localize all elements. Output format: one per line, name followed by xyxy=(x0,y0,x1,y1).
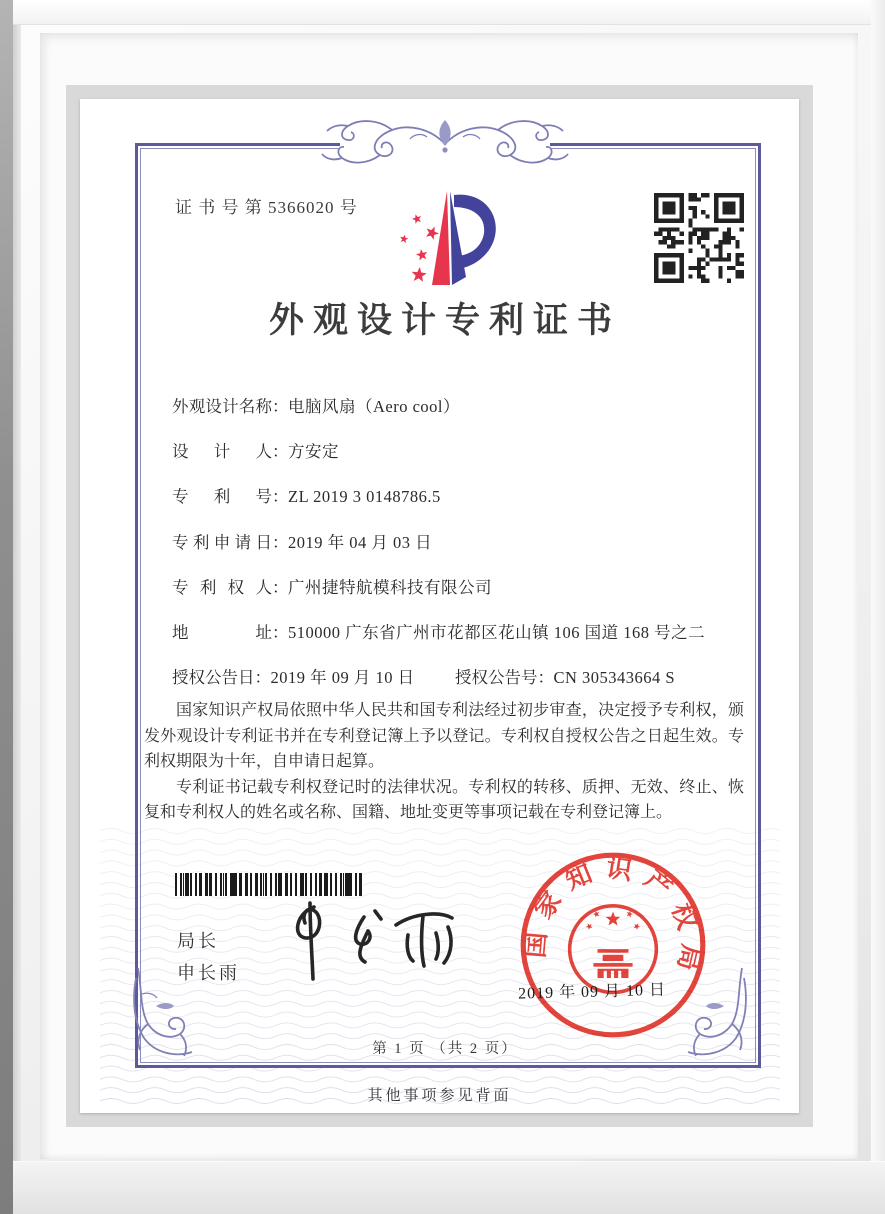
certificate-fields xyxy=(172,393,758,709)
grant-number-pair xyxy=(455,664,675,688)
field-value: 2019 年 04 月 03 日 xyxy=(288,532,433,552)
signer-title: 局长 xyxy=(177,931,219,951)
field-colon: ： xyxy=(272,577,289,597)
page-note: 第 1 页 （共 2 页） xyxy=(372,1041,518,1057)
field-colon: ： xyxy=(272,532,289,552)
field-value: 广州捷特航模科技有限公司 xyxy=(288,577,492,597)
grant-number-label: 授权公告号 xyxy=(455,668,538,688)
certificate-title: 外观设计专利证书 xyxy=(268,301,621,340)
certificate-page xyxy=(80,99,799,1113)
certificate-number: 证 书 号 第 5366020 号 xyxy=(175,198,358,217)
signer-block xyxy=(177,925,240,989)
field-colon: ： xyxy=(272,622,289,642)
official-seal xyxy=(517,849,709,1041)
field-row-filing-date xyxy=(172,529,758,574)
body-paragraph: 专利证书记载专利权登记时的法律状况。专利权的转移、质押、无效、终止、恢复和专利权人的姓名或名称、国籍、地址变更等事项记载在专利登记簿上。 xyxy=(144,778,744,821)
field-colon: ： xyxy=(254,668,271,688)
top-flourish-ornament xyxy=(310,112,580,174)
signature-autograph xyxy=(280,891,465,986)
legal-text xyxy=(144,698,744,826)
field-colon: ： xyxy=(272,442,289,462)
field-colon: ： xyxy=(537,668,554,688)
field-row-patent-number xyxy=(172,483,758,528)
body-paragraph: 国家知识产权局依照中华人民共和国专利法经过初步审查，决定授予专利权，颁发外观设计专利证书并在专利登记簿上予以登记。专利权自授权公告之日起生效。专利权期限为十年，自申请日起算。 xyxy=(144,702,744,770)
field-label: 设计人 xyxy=(172,442,272,462)
grant-number-value: CN 305343664 S xyxy=(553,668,676,688)
frame-edge-right xyxy=(871,0,885,1214)
field-label: 专利申请日 xyxy=(172,532,272,552)
field-value: ZL 2019 3 0148786.5 xyxy=(288,487,441,507)
field-label: 地址 xyxy=(172,622,272,642)
field-row-designer xyxy=(172,438,758,483)
cnipa-logo-icon xyxy=(392,183,504,297)
field-row-address xyxy=(172,619,758,664)
grant-date-label: 授权公告日 xyxy=(172,668,255,688)
signer-name: 申长雨 xyxy=(177,963,240,983)
field-row-patentee xyxy=(172,574,758,619)
field-colon: ： xyxy=(272,487,289,507)
field-value: 510000 广东省广州市花都区花山镇 106 国道 168 号之二 xyxy=(288,622,706,642)
field-label: 专利号 xyxy=(172,487,272,507)
frame-edge-left xyxy=(0,0,13,1214)
field-row-design-name xyxy=(172,393,758,438)
seal-text: 国家知识产权局 xyxy=(521,853,706,985)
frame-bevel-left xyxy=(13,0,21,1214)
frame-edge-bottom xyxy=(13,1161,885,1214)
field-label: 外观设计名称 xyxy=(172,397,272,416)
field-value: 方安定 xyxy=(288,442,339,462)
seal-date: 2019 年 09 月 10 日 xyxy=(517,981,667,1003)
field-label: 专利权人 xyxy=(172,577,272,597)
frame-edge-top xyxy=(13,0,885,25)
field-value: 电脑风扇（Aero cool） xyxy=(288,397,461,416)
field-colon: ： xyxy=(272,397,289,416)
grant-date-value: 2019 年 09 月 10 日 xyxy=(270,668,415,688)
qr-code xyxy=(654,193,744,283)
back-note: 其他事项参见背面 xyxy=(367,1088,512,1104)
